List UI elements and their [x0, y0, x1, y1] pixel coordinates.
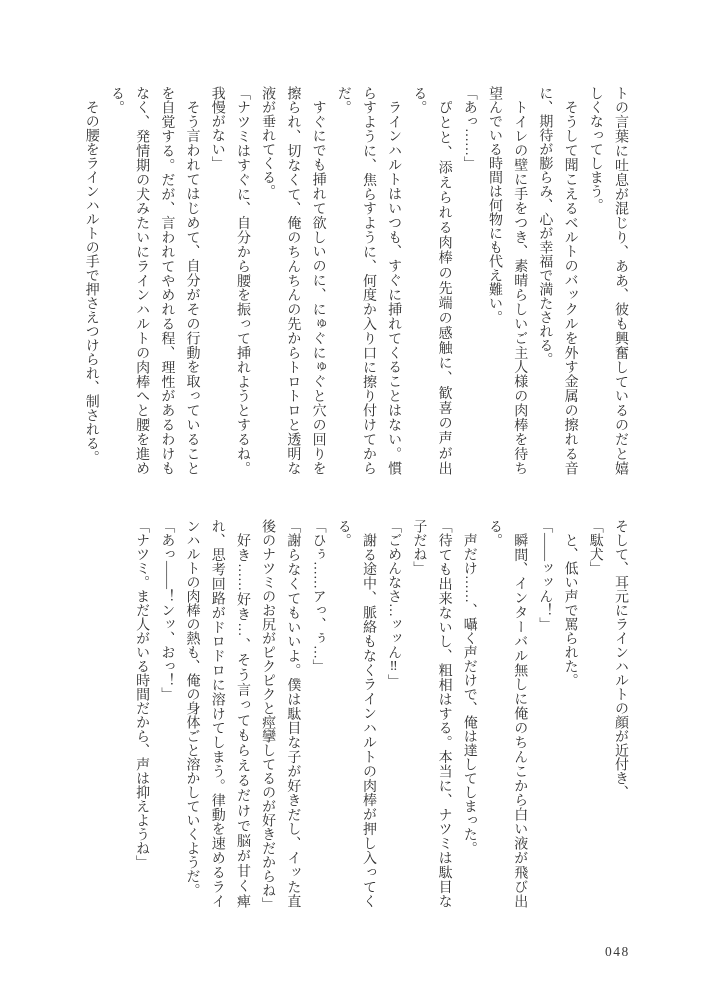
paragraph: そうして聞こえるベルトのバックルを外す金属の擦れる音に、期待が膨らみ、心が幸福で満たされる。: [537, 86, 578, 475]
paragraph: 「あっ――！ンッ、おっ！」: [159, 519, 175, 701]
paragraph: トイレの壁に手をつき、素晴らしいご主人様の肉棒を待ち望んでいる時間は何物にも代え難い。: [486, 86, 528, 475]
paragraph: 「ナツミはすぐに、自分から腰を振って挿れようとするね。我慢がない」: [209, 86, 250, 475]
paragraph: 「待ても出来ないし、粗相はする。本当に、ナツミは駄目な子だね」: [411, 519, 452, 908]
paragraph: 瞬間、インターバル無しに俺のちんこから白い液が飛び出る。: [486, 519, 528, 909]
paragraph: 「ナツミ。まだ人がいる時間だから、声は抑えようね」: [134, 519, 150, 869]
paragraph: 「駄犬」: [587, 519, 603, 575]
paragraph: トの言葉に吐息が混じり、ああ、彼も興奮しているのだと嬉しくなってしまう。: [587, 86, 628, 475]
paragraph: 好き……好き…、そう言ってもらえるだけで脳が甘く痺れ、思考回路がドロドロに溶けてしまう。律動を速めるラインハルトの肉棒の熱も、俺の身体ごと溶かしていくようだ。: [184, 519, 250, 908]
paragraph: その腰をラインハルトの手で押さえつけられ、制される。: [83, 100, 99, 464]
paragraph: 謝る途中、脈絡もなくラインハルトの肉棒が押し入ってくる。: [335, 519, 376, 909]
paragraph: と、低い声で罵られた。: [562, 533, 578, 687]
upper-text-block: [79, 86, 633, 475]
paragraph: 「――ッッん！」: [537, 519, 553, 631]
paragraph: ぴとと、添えられる肉棒の先端の感触に、歓喜の声が出る。: [411, 86, 452, 475]
paragraph: 「ひぅ……アっ、ぅ…」: [310, 519, 326, 673]
paragraph: そして、耳元にラインハルトの顔が近付き、: [613, 519, 628, 799]
paragraph: そう言われてはじめて、自分がその行動を取っていることを自覚する。だが、言われてやめれる程、理性があるわけもなく、発情期の犬みたいにラインハルトの肉棒へと腰を進める。: [108, 86, 200, 475]
page-number: 048: [605, 944, 630, 959]
paragraph: 「ごめんなさ…ッッん‼」: [386, 519, 402, 688]
paragraph: すぐにでも挿れて欲しいのに、にゅぐにゅぐと穴の回りを擦られ、切なくて、俺のちんちんの先からトロトロと透明な液が垂れてくる。: [260, 86, 326, 476]
lower-text-block: [129, 519, 633, 911]
paragraph: 声だけ……、囁く声だけで、俺は達してしまった。: [461, 533, 477, 855]
paragraph: ラインハルトはいつも、すぐに挿れてくることはない。慣らすように、焦らすように、何度か入り口に擦り付けてからだ。: [335, 86, 402, 475]
paragraph: 「あっ……」: [461, 86, 477, 170]
paragraph: 「謝らなくてもいいよ。僕は駄目な子が好きだし、イッた直後のナツミのお尻がピクピクと痙攣してるのが好きだからね」: [260, 519, 301, 911]
